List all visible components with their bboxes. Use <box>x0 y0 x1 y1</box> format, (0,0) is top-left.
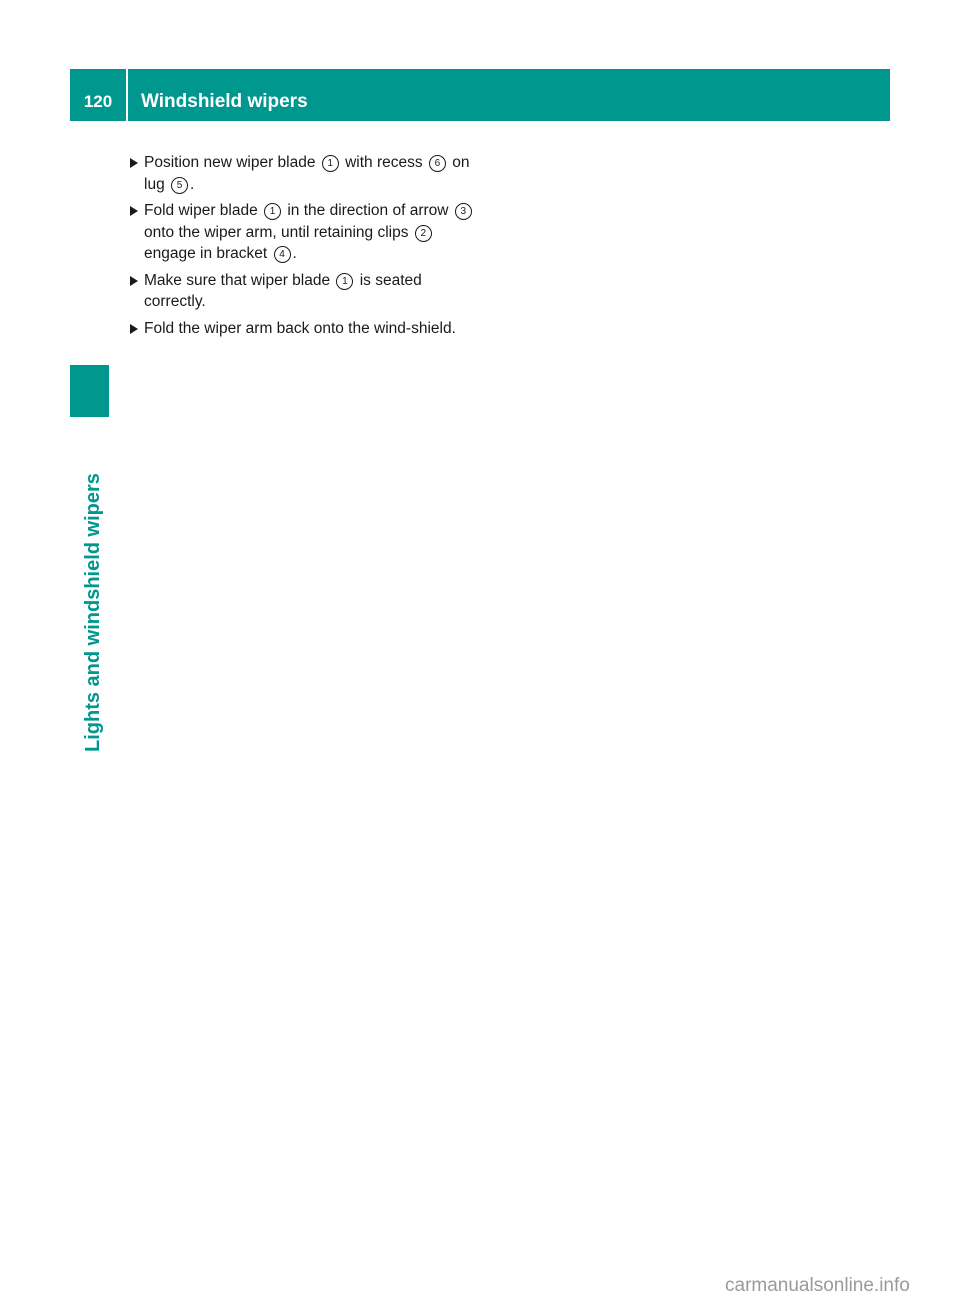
step-arrow-icon <box>130 276 138 286</box>
side-tab <box>70 365 109 417</box>
watermark: carmanualsonline.info <box>725 1275 910 1296</box>
reference-number-icon: 4 <box>274 246 291 263</box>
instruction-steps <box>130 152 475 344</box>
side-chapter-label: Lights and windshield wipers <box>82 473 104 752</box>
reference-number-icon: 5 <box>171 177 188 194</box>
reference-number-icon: 2 <box>415 225 432 242</box>
step-text: in the direction of arrow <box>283 202 453 219</box>
reference-number-icon: 6 <box>429 155 446 172</box>
step-text: on lug <box>144 154 470 193</box>
step-arrow-icon <box>130 324 138 334</box>
step-text: Fold wiper blade <box>144 202 263 219</box>
reference-number-icon: 3 <box>455 203 472 220</box>
step-arrow-icon <box>130 206 138 216</box>
reference-number-icon: 1 <box>322 155 339 172</box>
instruction-step <box>130 318 475 340</box>
step-text: onto the wiper arm, until retaining clips <box>144 223 413 241</box>
instruction-step <box>130 200 475 265</box>
step-text: engage in bracket <box>144 245 272 262</box>
step-text: Position new wiper blade <box>144 154 320 171</box>
step-text: is seated correctly. <box>144 271 422 310</box>
section-title: Windshield wipers <box>141 91 308 112</box>
instruction-step <box>130 270 475 313</box>
step-text: . <box>190 175 195 193</box>
step-text: Make sure that wiper blade <box>144 271 335 289</box>
step-arrow-icon <box>130 158 138 168</box>
step-text: Fold the wiper arm back onto the wind-shield. <box>144 319 456 337</box>
step-text: . <box>292 245 297 262</box>
step-text: with recess <box>340 154 427 171</box>
reference-number-icon: 1 <box>336 273 353 290</box>
page-number: 120 <box>83 92 113 111</box>
reference-number-icon: 1 <box>264 203 281 220</box>
header-divider <box>126 69 128 121</box>
instruction-step <box>130 152 475 195</box>
